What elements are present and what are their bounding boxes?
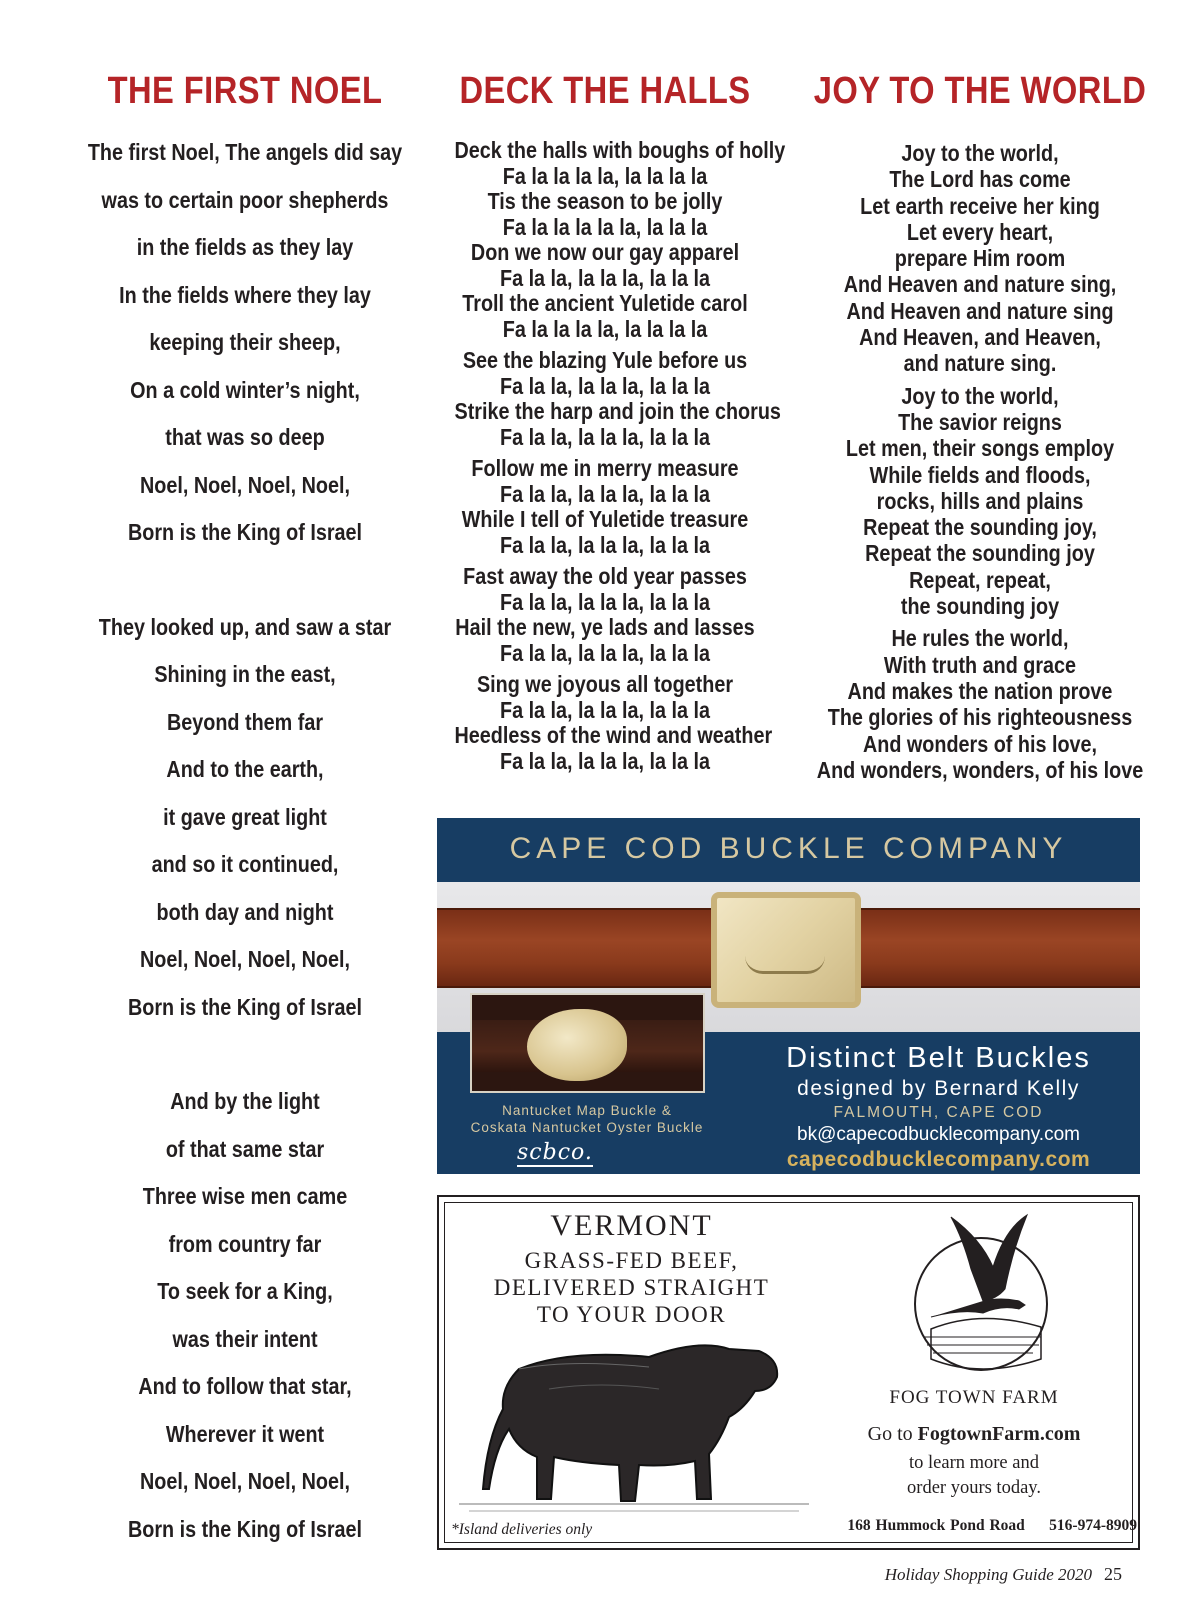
lyric-line: it gave great light bbox=[163, 803, 327, 830]
lyric-line: Beyond them far bbox=[166, 708, 324, 735]
lyric-line: Three wise men came bbox=[142, 1183, 348, 1209]
fog-town-farm-ad[interactable] bbox=[437, 1195, 1140, 1550]
lyric-line: was to certain poor shepherds bbox=[101, 186, 389, 213]
lyric-line: Fa la la, la la la, la la la bbox=[499, 696, 711, 723]
heading-deck-the-halls: DECK THE HALLS bbox=[459, 70, 751, 112]
publication-name: Holiday Shopping Guide 2020 bbox=[884, 1565, 1092, 1584]
lyric-line: from country far bbox=[168, 1230, 322, 1257]
lyric-line: Born is the King of Israel bbox=[127, 993, 363, 1020]
lyric-line: And Heaven and nature sing bbox=[846, 297, 1114, 324]
stanza bbox=[785, 383, 1175, 620]
lyric-line: Let earth receive her king bbox=[860, 192, 1100, 219]
lyric-line: in the fields as they lay bbox=[136, 234, 354, 260]
lyric-line: Deck the halls with boughs of holly bbox=[454, 137, 786, 163]
caption-line-2: Coskata Nantucket Oyster Buckle bbox=[470, 1120, 704, 1135]
lyric-line: And Heaven and nature sing, bbox=[843, 271, 1117, 298]
first-noel-lyrics bbox=[55, 138, 435, 1562]
lyric-line: Joy to the world, bbox=[901, 140, 1059, 166]
lyric-line: Heedless of the wind and weather bbox=[454, 722, 773, 748]
lyric-line: Fa la la, la la la, la la la bbox=[499, 264, 711, 291]
lyric-line: Born is the King of Israel bbox=[127, 1515, 363, 1542]
farm-ad-state: VERMONT bbox=[550, 1209, 713, 1242]
map-engraving bbox=[745, 956, 825, 974]
farm-ad-tagline bbox=[454, 1247, 809, 1328]
farm-contact bbox=[792, 1517, 1137, 1535]
scbco-logo-text: scbco. bbox=[517, 1140, 593, 1165]
joy-to-the-world-lyrics bbox=[785, 140, 1175, 789]
stanza bbox=[430, 348, 780, 450]
stanza bbox=[430, 672, 780, 774]
lyric-line: The savior reigns bbox=[898, 408, 1062, 435]
tagline-line-1: GRASS-FED BEEF, bbox=[524, 1248, 739, 1273]
buckle-ad-designer: designed by Bernard Kelly bbox=[797, 1077, 1080, 1100]
farm-address: 168 Hummock Pond Road bbox=[847, 1517, 1025, 1534]
lyric-line: Don we now our gay apparel bbox=[470, 239, 740, 265]
lyric-line: Fa la la, la la la, la la la bbox=[499, 423, 711, 450]
page-number: 25 bbox=[1104, 1564, 1122, 1584]
lyric-line: He rules the world, bbox=[891, 625, 1069, 652]
bull-engraving bbox=[459, 1329, 809, 1519]
buckle-ad-website-link[interactable]: capecodbucklecompany.com bbox=[786, 1148, 1091, 1171]
lyric-line: Shining in the east, bbox=[154, 661, 336, 687]
lyric-line: Strike the harp and join the chorus bbox=[454, 398, 781, 424]
lyric-line: and so it continued, bbox=[151, 851, 339, 877]
heading-joy-to-the-world: JOY TO THE WORLD bbox=[813, 70, 1147, 112]
farm-website-link[interactable]: FogtownFarm.com bbox=[917, 1423, 1081, 1445]
buckle-caption bbox=[447, 1102, 727, 1136]
lyric-line: Sing we joyous all together bbox=[476, 671, 734, 697]
lyric-line: Follow me in merry measure bbox=[471, 455, 739, 481]
farm-name: FOG TOWN FARM bbox=[889, 1387, 1059, 1408]
lyric-line: both day and night bbox=[156, 898, 334, 925]
deck-the-halls-lyrics bbox=[430, 137, 786, 780]
learn-line-2: order yours today. bbox=[907, 1478, 1041, 1498]
lyric-line: And by the light bbox=[170, 1088, 320, 1114]
heading-first-noel: THE FIRST NOEL bbox=[107, 70, 383, 112]
farm-website-line bbox=[819, 1423, 1129, 1446]
lyric-line: With truth and grace bbox=[883, 651, 1077, 678]
lyric-line: Fa la la, la la la, la la la bbox=[499, 639, 711, 666]
lyric-line: that was so deep bbox=[165, 424, 325, 450]
stanza-break bbox=[55, 1040, 435, 1087]
lyric-line: Repeat the sounding joy, bbox=[863, 514, 1097, 541]
lyric-line: The first Noel, The angels did say bbox=[87, 139, 403, 165]
lyric-line: And to the earth, bbox=[166, 756, 324, 782]
lyric-line: See the blazing Yule before us bbox=[462, 347, 748, 373]
lyric-line: Let men, their songs employ bbox=[845, 435, 1115, 462]
farm-phone: 516-974-8909 bbox=[1049, 1517, 1137, 1534]
lyric-line: Fast away the old year passes bbox=[463, 563, 747, 589]
lyric-line: Fa la la, la la la, la la la bbox=[499, 372, 711, 399]
stanza bbox=[785, 625, 1175, 783]
lyric-line: Hail the new, ye lads and lasses bbox=[455, 614, 755, 640]
lyric-line: The glories of his righteousness bbox=[827, 704, 1133, 731]
lyric-line: And makes the nation prove bbox=[847, 677, 1113, 704]
lyric-line: the sounding joy bbox=[900, 593, 1060, 620]
go-to-label: Go to bbox=[867, 1423, 913, 1445]
lyric-line: Born is the King of Israel bbox=[127, 519, 363, 545]
lyric-line: They looked up, and saw a star bbox=[98, 613, 392, 640]
lyric-line: And wonders, wonders, of his love bbox=[816, 756, 1144, 783]
buckle-ad-email-link[interactable]: bk@capecodbucklecompany.com bbox=[797, 1124, 1080, 1145]
tagline-line-2: DELIVERED STRAIGHT bbox=[493, 1275, 770, 1300]
lyric-line: Troll the ancient Yuletide carol bbox=[462, 290, 748, 316]
lyric-line: And to follow that star, bbox=[138, 1373, 352, 1399]
lyric-line: Repeat the sounding joy bbox=[865, 540, 1095, 567]
lyric-line: Tis the season to be jolly bbox=[487, 188, 723, 214]
lyric-line: Joy to the world, bbox=[901, 382, 1059, 409]
tagline-line-3: TO YOUR DOOR bbox=[536, 1302, 727, 1327]
lyric-line: To seek for a King, bbox=[157, 1278, 333, 1304]
lyric-line: And Heaven, and Heaven, bbox=[859, 324, 1101, 351]
scbco-logo bbox=[517, 1140, 593, 1165]
caption-line-1: Nantucket Map Buckle & bbox=[502, 1103, 672, 1118]
goose-farm-logo bbox=[901, 1209, 1061, 1379]
lyric-line: Noel, Noel, Noel, Noel, bbox=[140, 471, 350, 498]
buckle-ad-location: FALMOUTH, CAPE COD bbox=[833, 1104, 1044, 1121]
stanza bbox=[430, 564, 780, 666]
lyric-line: Let every heart, bbox=[906, 218, 1054, 245]
lyric-line: was their intent bbox=[172, 1325, 318, 1352]
lyric-line: Noel, Noel, Noel, Noel, bbox=[140, 946, 350, 972]
lyric-line: keeping their sheep, bbox=[149, 329, 341, 355]
lyric-line: Fa la la, la la la, la la la bbox=[499, 480, 711, 507]
page-footer bbox=[885, 1564, 1122, 1585]
lyric-line: While I tell of Yuletide treasure bbox=[461, 506, 749, 532]
stanza bbox=[785, 140, 1175, 377]
island-deliveries-note: *Island deliveries only bbox=[451, 1521, 593, 1538]
stanza bbox=[430, 456, 780, 558]
lyric-line: Repeat, repeat, bbox=[909, 566, 1051, 593]
lyric-line: The Lord has come bbox=[889, 166, 1071, 193]
lyric-line: rocks, hills and plains bbox=[876, 487, 1084, 514]
lyric-line: Fa la la, la la la, la la la bbox=[499, 747, 711, 774]
lyric-line: On a cold winter’s night, bbox=[130, 376, 360, 403]
lyric-line: Fa la la, la la la, la la la bbox=[499, 588, 711, 615]
lyric-line: Fa la la la la, la la la la bbox=[502, 315, 708, 342]
oyster-buckle-photo bbox=[470, 993, 705, 1093]
buckle-ad-headline: Distinct Belt Buckles bbox=[786, 1042, 1091, 1074]
lyric-line: Fa la la la la la, la la la bbox=[502, 213, 708, 240]
learn-line-1: to learn more and bbox=[909, 1453, 1039, 1473]
lyric-line: Wherever it went bbox=[165, 1420, 325, 1447]
lyric-line: Noel, Noel, Noel, Noel, bbox=[140, 1468, 350, 1494]
buckle-ad-title: CAPE COD BUCKLE COMPANY bbox=[509, 832, 1068, 865]
lyric-line: And wonders of his love, bbox=[862, 730, 1098, 757]
oyster-buckle-image bbox=[527, 1009, 627, 1081]
nantucket-map-buckle-image bbox=[711, 892, 861, 1008]
stanza bbox=[430, 137, 786, 342]
lyric-line: Fa la la, la la la, la la la bbox=[499, 531, 711, 558]
lyric-line: While fields and floods, bbox=[869, 461, 1091, 488]
lyric-line: In the fields where they lay bbox=[119, 281, 371, 308]
stanza-break bbox=[55, 566, 435, 613]
cape-cod-buckle-ad[interactable] bbox=[437, 818, 1140, 1174]
farm-learn-more bbox=[819, 1451, 1129, 1501]
lyric-line: of that same star bbox=[165, 1135, 325, 1162]
lyric-line: and nature sing. bbox=[903, 350, 1057, 377]
lyric-line: Fa la la la la, la la la la bbox=[502, 162, 708, 189]
lyric-line: prepare Him room bbox=[894, 245, 1066, 272]
